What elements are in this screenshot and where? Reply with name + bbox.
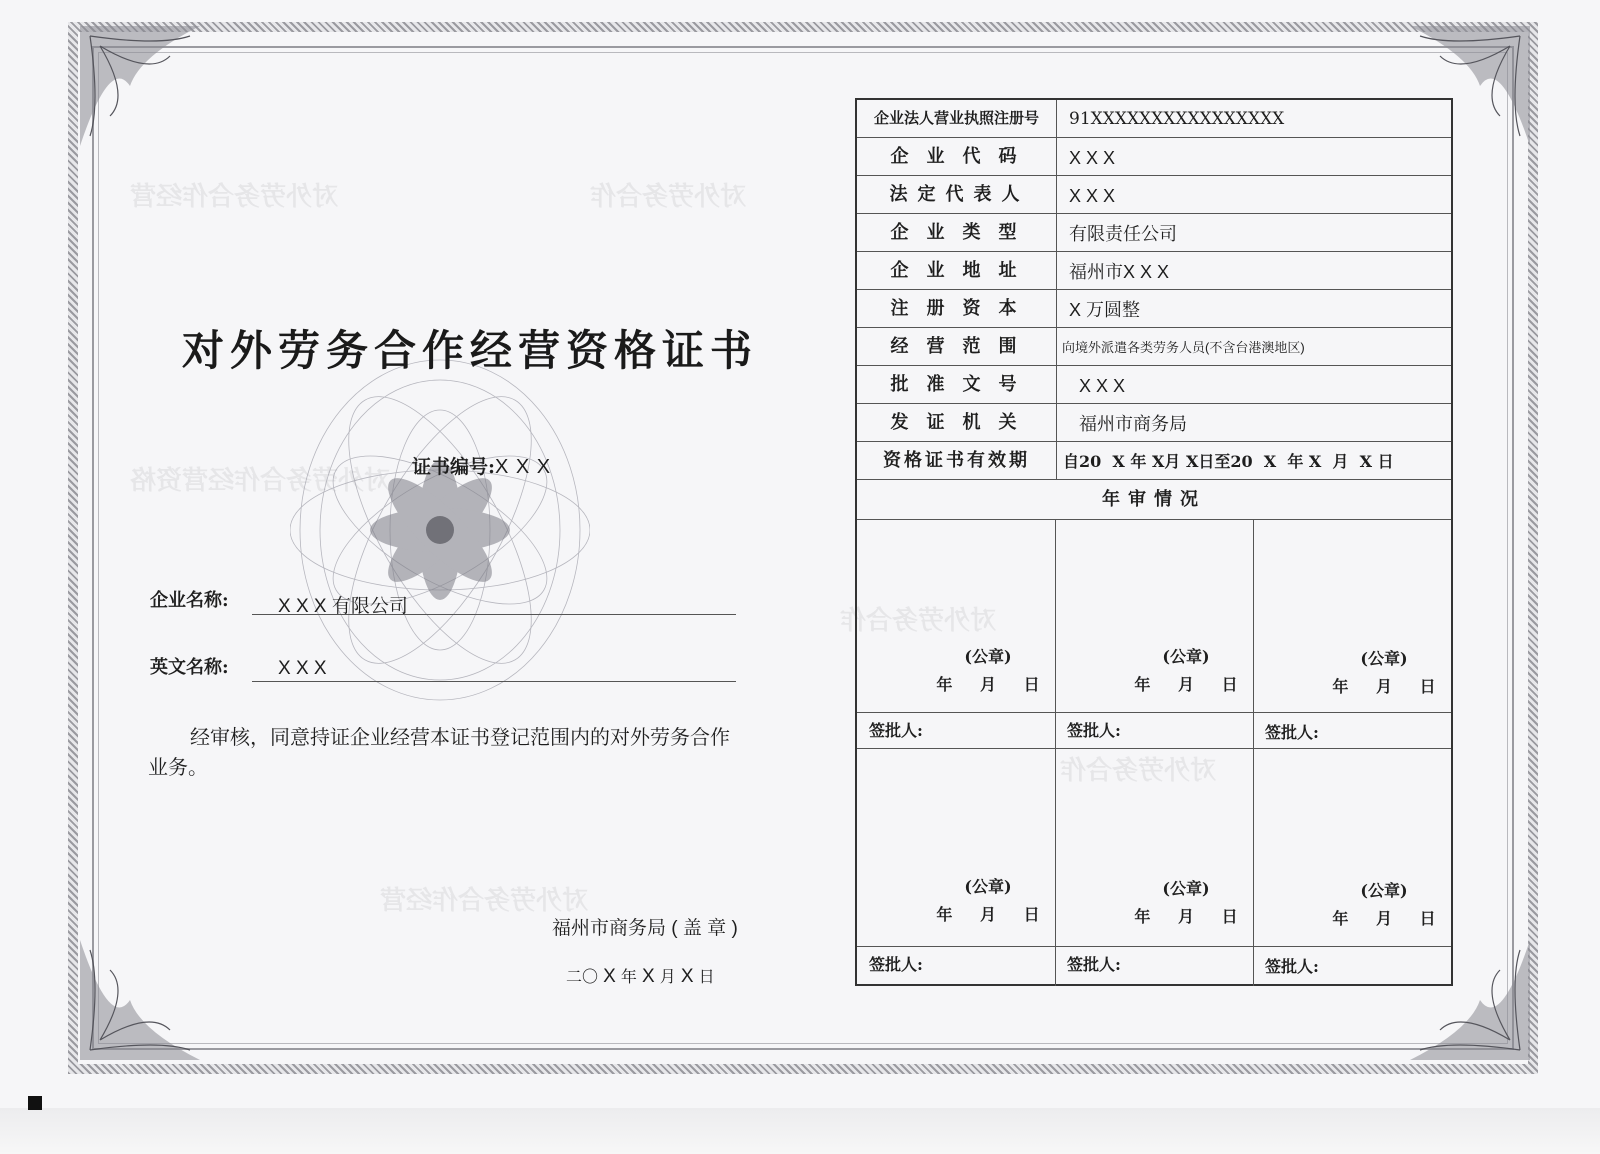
issuing-authority: 福州市商务局 ( 盖 章 ) bbox=[552, 918, 738, 939]
certificate-number-label: 证书编号: bbox=[412, 456, 496, 478]
legal-representative-value: X X X bbox=[1069, 186, 1116, 206]
table-row-validity-period bbox=[857, 442, 1451, 480]
audit-seal-4: (公章) bbox=[964, 877, 1012, 896]
registered-capital-value: X 万圆整 bbox=[1069, 300, 1141, 320]
audit-date-3: 年 月 日 bbox=[1332, 677, 1436, 696]
corner-ornament-bottom-left bbox=[70, 930, 210, 1070]
approval-number-label: 批准文号 bbox=[857, 366, 1057, 403]
validity-period-label: 资格证书有效期 bbox=[857, 442, 1057, 479]
audit-signer-6: 签批人: bbox=[1265, 957, 1319, 976]
business-scope-value: 向境外派遣各类劳务人员(不含台港澳地区) bbox=[1062, 340, 1305, 355]
issue-date-day: X bbox=[680, 966, 694, 987]
audit-date-4: 年 月 日 bbox=[936, 905, 1040, 924]
table-row-enterprise-code bbox=[857, 138, 1451, 176]
approval-statement: 经审核，同意持证企业经营本证书登记范围内的对外劳务合作业务。 bbox=[148, 725, 730, 779]
scan-corner-mark bbox=[28, 1096, 42, 1110]
issue-date-day-unit: 日 bbox=[698, 967, 715, 986]
company-name-value: X X X 有限公司 bbox=[278, 596, 408, 617]
enterprise-code-label: 企业代码 bbox=[857, 138, 1057, 175]
audit-seal-2: (公章) bbox=[1162, 647, 1210, 666]
license-number-label: 企业法人营业执照注册号 bbox=[857, 100, 1057, 137]
enterprise-code-value: X X X bbox=[1069, 148, 1116, 168]
audit-signer-1: 签批人: bbox=[869, 721, 923, 740]
issue-date bbox=[566, 964, 715, 988]
license-number-value: 91XXXXXXXXXXXXXXXX bbox=[1069, 109, 1285, 129]
approval-number-value: X X X bbox=[1079, 376, 1126, 396]
audit-signer-5: 签批人: bbox=[1067, 955, 1121, 974]
audit-signer-3: 签批人: bbox=[1265, 723, 1319, 742]
audit-date-6: 年 月 日 bbox=[1332, 909, 1436, 928]
issue-date-month: X bbox=[642, 966, 655, 987]
company-name-underline bbox=[252, 614, 736, 615]
certificate-title: 对外劳务合作经营资格证书 bbox=[182, 326, 759, 375]
enterprise-type-value: 有限责任公司 bbox=[1069, 224, 1177, 244]
audit-grid-divider bbox=[857, 712, 1451, 713]
audit-seal-5: (公章) bbox=[1162, 879, 1210, 898]
scan-edge bbox=[0, 1108, 1600, 1154]
audit-date-2: 年 月 日 bbox=[1134, 675, 1238, 694]
enterprise-address-label: 企业地址 bbox=[857, 252, 1057, 289]
business-scope-label: 经营范围 bbox=[857, 328, 1057, 365]
issue-date-prefix: 二〇 bbox=[566, 967, 599, 986]
table-row-license-number bbox=[857, 100, 1451, 138]
issue-date-month-unit: 月 bbox=[659, 967, 676, 986]
table-row-enterprise-type bbox=[857, 214, 1451, 252]
registered-capital-label: 注册资本 bbox=[857, 290, 1057, 327]
annual-audit-title: 年审情况 bbox=[857, 480, 1451, 520]
certificate-number bbox=[412, 452, 551, 479]
legal-representative-label: 法定代表人 bbox=[857, 176, 1057, 213]
bleed-through-text: 对外劳务合作经营资格 bbox=[130, 466, 391, 496]
validity-period-value: 自20 X 年 X月 X日至20 X 年 X 月 X 日 bbox=[1063, 452, 1394, 471]
table-row-legal-representative bbox=[857, 176, 1451, 214]
table-row-approval-number bbox=[857, 366, 1451, 404]
registration-info-table bbox=[855, 98, 1453, 986]
enterprise-address-value: 福州市X X X bbox=[1069, 262, 1170, 282]
english-name-label: 英文名称: bbox=[150, 657, 229, 678]
audit-seal-6: (公章) bbox=[1360, 881, 1408, 900]
bleed-through-text: 对外劳务合作 bbox=[590, 182, 747, 212]
audit-grid-divider bbox=[857, 946, 1451, 947]
english-name-value: X X X bbox=[278, 658, 327, 679]
audit-grid-divider bbox=[857, 748, 1451, 749]
bleed-through-text: 对外劳务合作 bbox=[840, 606, 997, 636]
audit-signer-2: 签批人: bbox=[1067, 721, 1121, 740]
table-row-registered-capital bbox=[857, 290, 1451, 328]
bleed-through-text: 对外劳务合作经营 bbox=[130, 182, 339, 212]
guilloche-rosette-watermark bbox=[290, 330, 590, 710]
table-row-issuing-authority bbox=[857, 404, 1451, 442]
bleed-through-text: 对外劳务合作 bbox=[1060, 756, 1217, 786]
certificate-number-value: X X X bbox=[495, 456, 552, 478]
bleed-through-text: 对外劳务合作经营 bbox=[380, 886, 589, 916]
issuing-authority-label: 发证机关 bbox=[857, 404, 1057, 441]
corner-ornament-top-left bbox=[70, 16, 210, 156]
issue-date-year-unit: 年 bbox=[620, 967, 637, 986]
table-row-business-scope bbox=[857, 328, 1451, 366]
audit-date-5: 年 月 日 bbox=[1134, 907, 1238, 926]
table-row-enterprise-address bbox=[857, 252, 1451, 290]
english-name-underline bbox=[252, 681, 736, 682]
issuing-authority-value: 福州市商务局 bbox=[1079, 414, 1187, 434]
audit-signer-4: 签批人: bbox=[869, 955, 923, 974]
issue-date-year: X bbox=[603, 966, 616, 987]
audit-seal-1: (公章) bbox=[964, 647, 1012, 666]
audit-date-1: 年 月 日 bbox=[936, 675, 1040, 694]
company-name-label: 企业名称: bbox=[150, 590, 229, 611]
enterprise-type-label: 企业类型 bbox=[857, 214, 1057, 251]
audit-seal-3: (公章) bbox=[1360, 649, 1408, 668]
